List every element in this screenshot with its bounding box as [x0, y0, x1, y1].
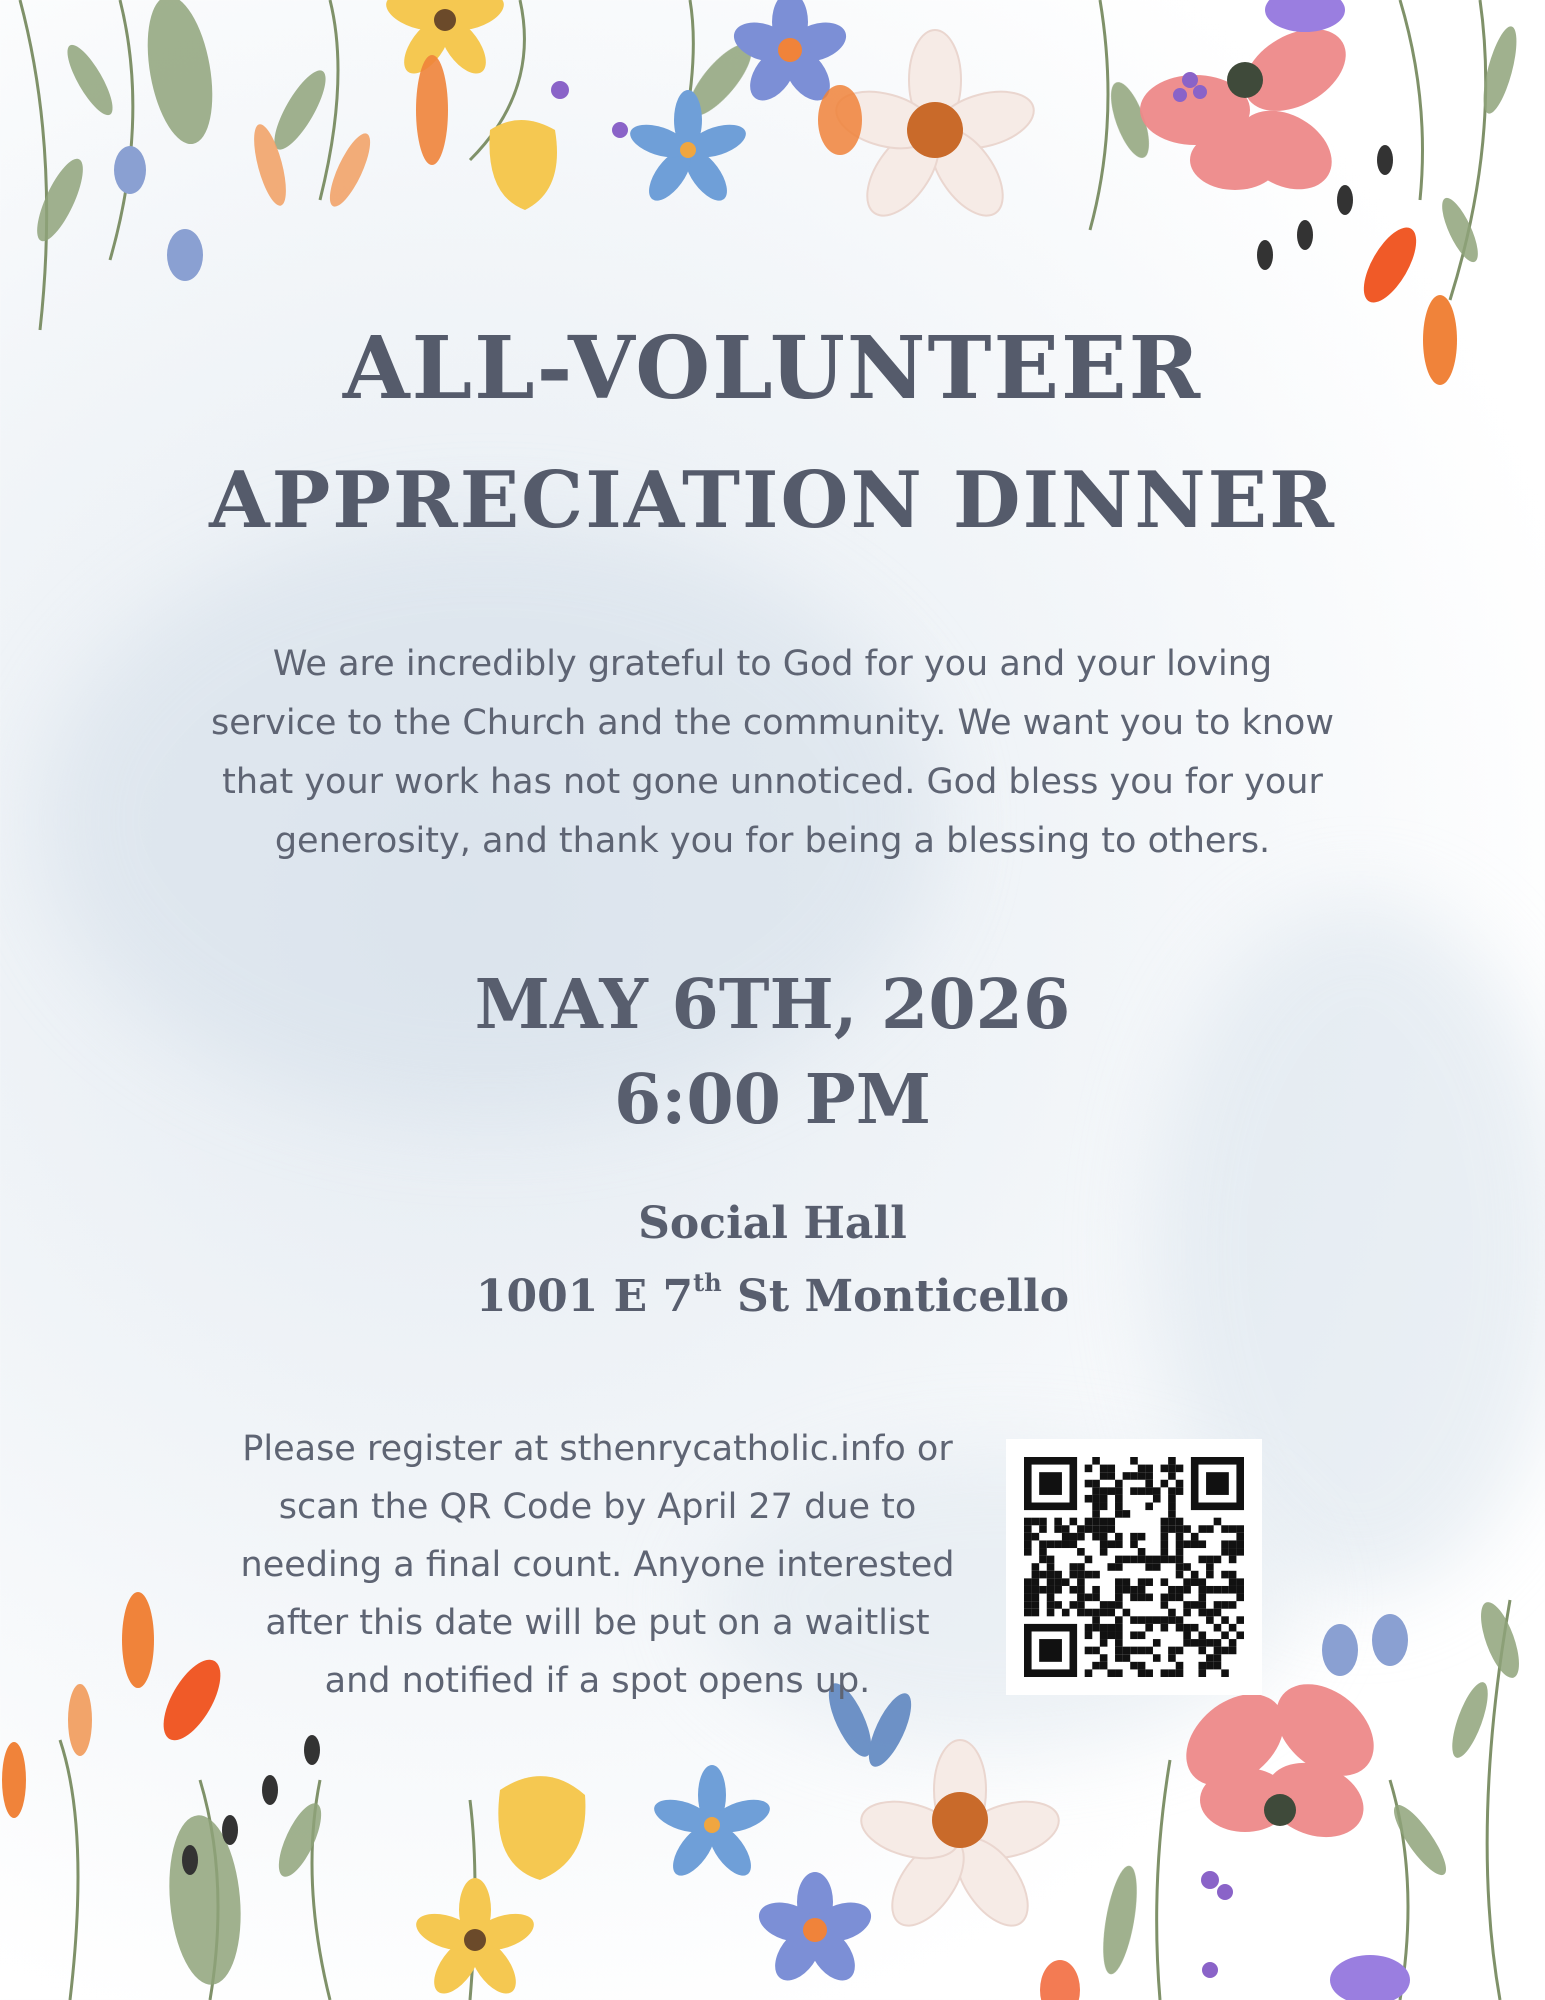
event-date: MAY 6TH, 2026 — [474, 965, 1071, 1045]
qr-code-icon[interactable] — [1024, 1457, 1244, 1677]
venue-address — [0, 1268, 1545, 1322]
qr-code[interactable] — [1006, 1439, 1262, 1695]
registration-info: Please register at sthenrycatholic.info or scan the QR Code by April 27 due to needing a final count. Anyone interested after this date will be put on a waitlist and notified if a spot opens up. — [240, 1429, 955, 1701]
address-number: 1001 E 7 — [475, 1271, 694, 1322]
title-line-1: ALL-VOLUNTEER — [342, 318, 1203, 419]
thank-you-message: We are incredibly grateful to God for you and your loving service to the Church and the community. We want you to know that your work has not gone unnoticed. God bless you for your generosity, and thank you for being a blessing to others. — [211, 644, 1334, 861]
address-street: St Monticello — [721, 1271, 1070, 1322]
address-ordinal: th — [693, 1268, 722, 1297]
venue-name: Social Hall — [638, 1198, 907, 1249]
title-line-2: APPRECIATION DINNER — [209, 455, 1336, 546]
event-time: 6:00 PM — [613, 1060, 932, 1140]
